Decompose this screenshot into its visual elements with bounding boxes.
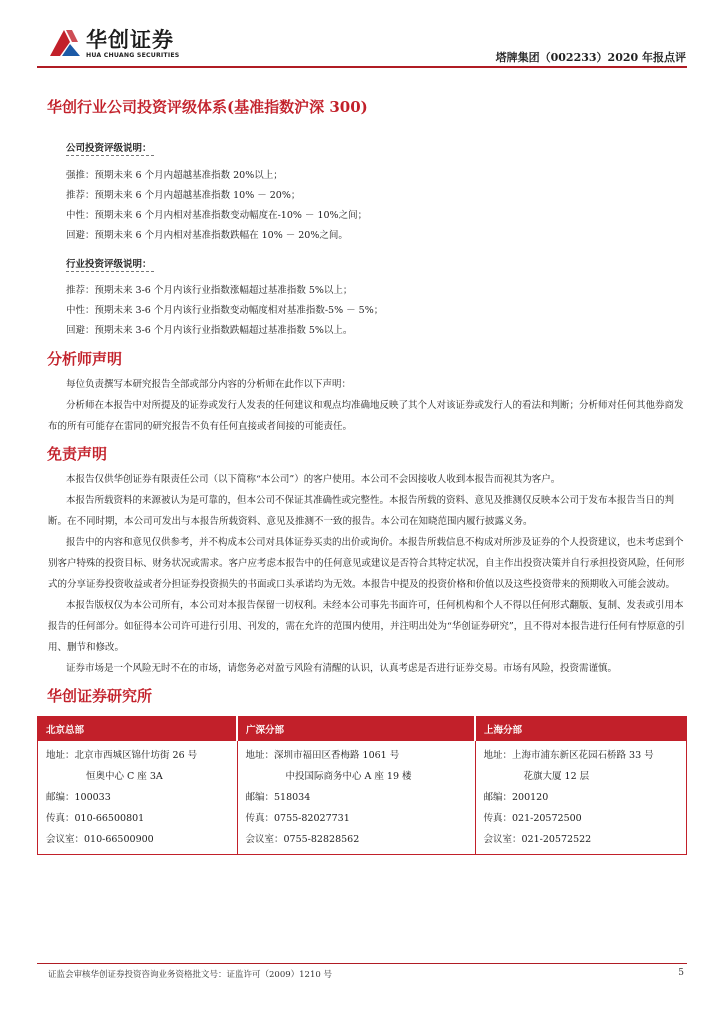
page-header xyxy=(0,0,724,70)
analyst-statement-title: 分析师声明 xyxy=(47,350,123,368)
disclaimer-title: 免责声明 xyxy=(47,445,108,463)
header-divider xyxy=(37,66,687,68)
office-meeting-room: 会议室：021-20572522 xyxy=(483,834,592,845)
company-rating-item: 回避：预期未来 6 个月内相对基准指数跌幅在 10% － 20%之间。 xyxy=(66,230,348,241)
company-rating-item: 推荐：预期未来 6 个月内超越基准指数 10% － 20%； xyxy=(66,190,301,201)
office-details xyxy=(237,741,475,855)
industry-rating-item: 中性：预期未来 3-6 个月内该行业指数变动幅度相对基准指数-5% － 5%； xyxy=(66,305,384,316)
company-logo xyxy=(48,26,186,66)
office-fax: 传真：010-66500801 xyxy=(46,813,145,824)
logo-text-en: HUA CHUANG SECURITIES xyxy=(86,52,180,59)
analyst-statement-body xyxy=(48,374,688,437)
office-name: 上海分部 xyxy=(475,717,687,741)
office-address-cont: 中投国际商务中心 A 座 19 楼 xyxy=(285,771,412,782)
analyst-paragraph: 分析师在本报告中对所提及的证券或发行人发表的任何建议和观点均准确地反映了其个人对该证券或发行人的看法和判断；分析师对任何其他券商发布的所有可能存在雷同的研究报告不负有任何直接或者间接的可能责任。 xyxy=(48,400,684,432)
office-name: 北京总部 xyxy=(38,717,238,741)
rating-system-title: 华创行业公司投资评级体系(基准指数沪深 300) xyxy=(47,98,368,116)
office-postcode: 邮编：100033 xyxy=(46,792,111,803)
industry-rating-item: 推荐：预期未来 3-6 个月内该行业指数涨幅超过基准指数 5%以上； xyxy=(66,285,353,296)
page-number: 5 xyxy=(678,968,684,978)
industry-rating-item: 回避：预期未来 3-6 个月内该行业指数跌幅超过基准指数 5%以上。 xyxy=(66,325,353,336)
office-postcode: 邮编：518034 xyxy=(245,792,311,803)
office-fax: 传真：0755-82027731 xyxy=(245,813,350,824)
office-meeting-room: 会议室：010-66500900 xyxy=(46,834,154,845)
office-address: 地址：北京市西城区锦什坊街 26 号 xyxy=(46,750,198,761)
office-postcode: 邮编：200120 xyxy=(483,792,549,803)
office-details-row xyxy=(38,741,687,855)
office-details xyxy=(475,741,687,855)
office-meeting-room: 会议室：0755-82828562 xyxy=(245,834,360,845)
office-fax: 传真：021-20572500 xyxy=(483,813,582,824)
office-address-cont: 花旗大厦 12 层 xyxy=(523,771,590,782)
company-rating-heading: 公司投资评级说明： xyxy=(66,143,152,154)
office-header-row xyxy=(38,717,687,741)
company-rating-item: 强推：预期未来 6 个月内超越基准指数 20%以上； xyxy=(66,170,283,181)
disclaimer-paragraph: 证券市场是一个风险无时不在的市场，请您务必对盈亏风险有清醒的认识，认真考虑是否进行证券交易。市场有风险，投资需谨慎。 xyxy=(66,663,618,674)
disclaimer-body xyxy=(48,469,688,679)
industry-rating-heading: 行业投资评级说明： xyxy=(66,259,152,270)
office-address: 地址：深圳市福田区香梅路 1061 号 xyxy=(245,750,400,761)
office-name: 广深分部 xyxy=(237,717,475,741)
institute-title: 华创证券研究所 xyxy=(47,687,153,705)
disclaimer-paragraph: 本报告版权仅为本公司所有，本公司对本报告保留一切权利。未经本公司事先书面许可，任何机构和个人不得以任何形式翻版、复制、发表或引用本报告的任何部分。如征得本公司许可进行引用、刊发的，需在允许的范围内使用，并注明出处为“华创证券研究”，且不得对本报告进行任何有悖原意的引用、删节和修改。 xyxy=(48,600,685,653)
license-text: 证监会审核华创证券投资咨询业务资格批文号：证监许可（2009）1210 号 xyxy=(48,970,332,980)
report-title: 塔牌集团（002233）2020 年报点评 xyxy=(495,51,686,64)
office-address-cont: 恒奥中心 C 座 3A xyxy=(86,771,163,782)
office-details xyxy=(38,741,238,855)
industry-rating-underline xyxy=(66,271,154,272)
analyst-paragraph: 每位负责撰写本研究报告全部或部分内容的分析师在此作以下声明： xyxy=(66,379,352,390)
disclaimer-paragraph: 本报告仅供华创证券有限责任公司（以下简称“本公司”）的客户使用。本公司不会因接收人收到本报告而视其为客户。 xyxy=(66,474,561,485)
company-rating-underline xyxy=(66,155,154,156)
logo-mark-icon xyxy=(48,26,82,60)
company-rating-item: 中性：预期未来 6 个月内相对基准指数变动幅度在-10% － 10%之间； xyxy=(66,210,368,221)
office-address: 地址：上海市浦东新区花园石桥路 33 号 xyxy=(483,750,654,761)
footer-divider xyxy=(37,963,687,964)
office-contacts-table xyxy=(37,716,687,855)
disclaimer-paragraph: 本报告所载资料的来源被认为是可靠的，但本公司不保证其准确性或完整性。本报告所载的资料、意见及推测仅反映本公司于发布本报告当日的判断。在不同时期，本公司可发出与本报告所载资料、意见及推测不一致的报告。本公司在知晓范围内履行披露义务。 xyxy=(48,495,675,527)
disclaimer-paragraph: 报告中的内容和意见仅供参考，并不构成本公司对具体证券买卖的出价或询价。本报告所载信息不构成对所涉及证券的个人投资建议，也未考虑到个别客户特殊的投资目标、财务状况或需求。客户应考虑本报告中的任何意见或建议是否符合其特定状况，自主作出投资决策并自行承担投资风险，任何形式的分享证券投资收益或者分担证券投资损失的书面或口头承诺均为无效。本报告中提及的投资价格和价值以及这些投资带来的预期收入可能会波动。 xyxy=(48,537,685,590)
logo-text-cn: 华创证券 xyxy=(86,28,174,52)
